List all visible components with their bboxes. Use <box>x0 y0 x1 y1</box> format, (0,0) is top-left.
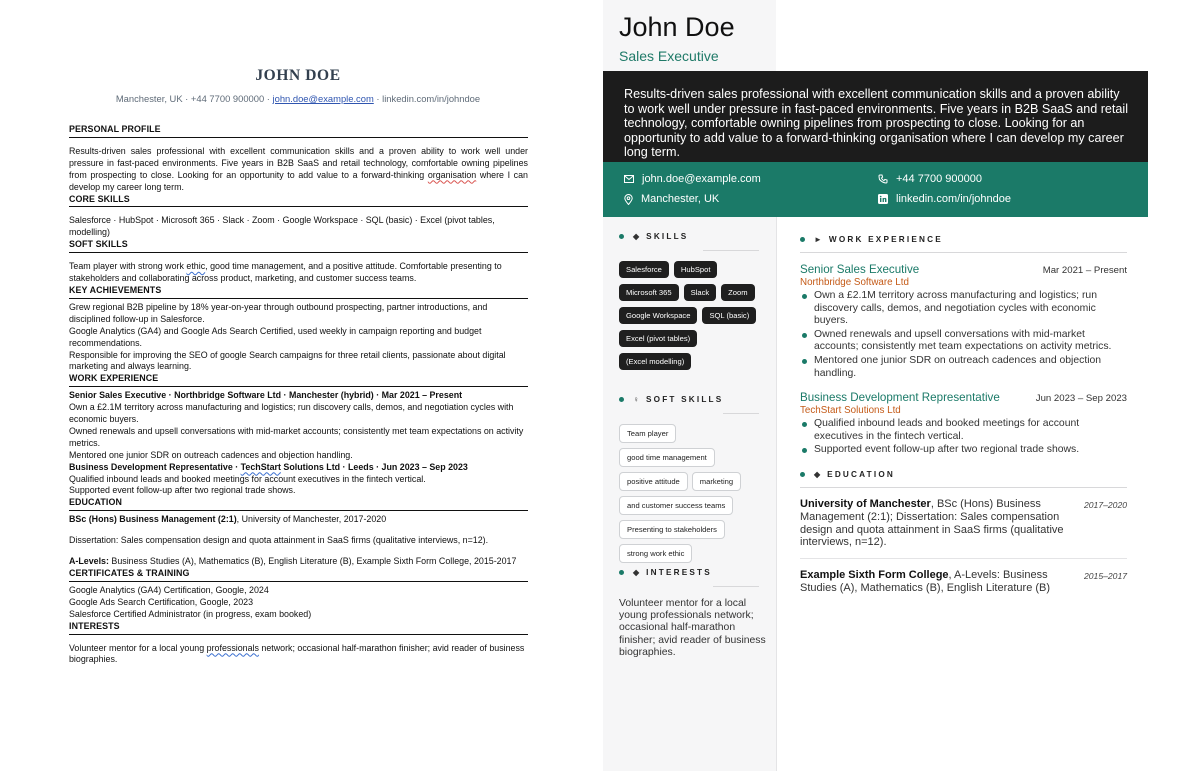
diamond-icon: ◆ <box>814 470 821 479</box>
summary-banner: Results-driven sales professional with excellent communication skills and a proven ability to work well under pressure in fast-paced environments. Five years in B2B SaaS and retail technology, comfortable owning pipelines from prospecting to close. Looking for an opportunity to add value to a forward-thinking organisation where I can develop my career long term. <box>603 71 1148 162</box>
soft-text-part: Team player with strong work <box>69 261 187 272</box>
certificate-line: Google Analytics (GA4) Certification, Google, 2024 <box>69 584 269 595</box>
bullet-dot <box>800 472 805 477</box>
core-skills-text: Salesforce · HubSpot · Microsoft 365 · Slack · Zoom · Google Workspace · SQL (basic) · Excel (pivot tables, modelling) <box>69 215 495 238</box>
contact-phone: +44 7700 900000 <box>190 93 265 104</box>
section-rule <box>723 413 759 414</box>
job-bullet: Mentored one junior SDR on outreach cadences and objection handling. <box>800 355 1127 380</box>
education-detail: , A-Levels: Business Studies (A), Mathematics (B), English Literature (B) <box>800 569 1051 594</box>
job-title: Senior Sales Executive <box>800 263 920 276</box>
linkedin-icon <box>878 194 888 204</box>
contact-location <box>624 193 719 205</box>
soft-skill-chip: Team player <box>619 424 676 443</box>
education-date: 2015–2017 <box>1083 571 1127 581</box>
job-heading <box>69 462 528 474</box>
job-line: Qualified inbound leads and booked meetings for account executives in the fintech vertical. <box>69 473 426 484</box>
interests-text: Volunteer mentor for a local young professionals network; occasional half-marathon finisher; avid reader of business biographies. <box>619 598 766 658</box>
spellcheck-word[interactable]: organisation <box>427 169 477 180</box>
job-bullets <box>800 290 1127 380</box>
diamond-icon: ◆ <box>633 232 640 241</box>
mail-icon <box>624 175 634 183</box>
job-header <box>800 263 1127 276</box>
soft-skill-chip: Presenting to stakeholders <box>619 520 725 539</box>
profile-text <box>69 146 528 194</box>
certificate-line: Google Ads Search Certification, Google, 2023 <box>69 596 254 607</box>
section-heading-education <box>800 470 895 479</box>
achievement-line: Responsible for improving the SEO of google Search campaigns for three retail clients, passionate about digital marketing and always learning. <box>69 349 506 372</box>
resume-name: JOHN DOE <box>255 67 341 84</box>
job-heading-part: Business Development Representative · <box>69 461 241 472</box>
spellcheck-word[interactable]: TechStart <box>240 461 281 472</box>
dissertation-line: Dissertation: Sales compensation design and quota attainment in SaaS firms (qualitative interviews, n=12). <box>69 535 489 546</box>
section-heading-skills <box>619 232 688 241</box>
contact-line <box>0 93 596 104</box>
degree: BSc (Hons) Business Management (2:1) <box>69 514 237 525</box>
skill-chip: (Excel modelling) <box>619 353 691 370</box>
location-pin-icon <box>624 194 633 205</box>
job-company: TechStart Solutions Ltd <box>800 405 901 416</box>
job-bullet: Owned renewals and upsell conversations with mid-market accounts; consistently met team expectations on activity metrics. <box>800 329 1127 354</box>
degree-detail: , University of Manchester, 2017-2020 <box>236 514 387 525</box>
job-line: Owned renewals and upsell conversations with mid-market accounts; consistently met team expectations on activity metrics. <box>69 425 524 448</box>
resume-role: Sales Executive <box>619 48 719 64</box>
section-heading-text: INTERESTS <box>646 568 712 577</box>
education-line <box>69 514 528 526</box>
section-rule <box>800 487 1127 488</box>
section-heading-work: WORK EXPERIENCE <box>69 373 528 387</box>
separator: · <box>264 93 273 104</box>
diamond-icon: ◆ <box>633 568 640 577</box>
profile-text-part: where I can develop my career long term. <box>69 169 528 192</box>
soft-text-part: , good time management, and a positive attitude. Comfortable presenting to stakeholders and collaborating across product, marketing, and customer success teams. <box>69 261 502 284</box>
contact-email-text: john.doe@example.com <box>642 173 761 185</box>
play-icon: ► <box>814 235 822 244</box>
contact-linkedin: linkedin.com/in/johndoe <box>382 93 481 104</box>
skill-chip: Zoom <box>721 284 754 301</box>
skill-chip: Google Workspace <box>619 307 697 324</box>
job-entry <box>800 263 1127 381</box>
separator: · <box>373 93 383 104</box>
soft-skill-chip: marketing <box>692 472 741 491</box>
contact-location: Manchester, UK <box>115 93 183 104</box>
section-heading-soft-skills: SOFT SKILLS <box>69 239 528 253</box>
job-company: Northbridge Software Ltd <box>800 277 909 288</box>
job-line: Mentored one junior SDR on outreach cadences and objection handling. <box>69 449 353 460</box>
job-header <box>800 391 1127 404</box>
job-title: Business Development Representative <box>800 391 1000 404</box>
interests-part: network; occasional half-marathon finisher; avid reader of business biographies. <box>69 642 525 665</box>
section-heading-profile: PERSONAL PROFILE <box>69 124 528 138</box>
soft-skills-chips <box>619 424 759 563</box>
skill-chip: Excel (pivot tables) <box>619 330 697 347</box>
section-heading-work <box>800 235 943 244</box>
education-text <box>800 498 1070 549</box>
education-detail: , BSc (Hons) Business Management (2:1); Dissertation: Sales compensation design and quota attainment in SaaS firms (qualitative interviews, n=12). <box>800 498 1064 549</box>
skills-chips <box>619 261 769 370</box>
spellcheck-word[interactable]: professionals <box>206 642 259 653</box>
job-bullet: Supported event follow-up after two regional trade shows. <box>800 444 1127 457</box>
section-rule <box>800 252 1127 253</box>
job-line: Supported event follow-up after two regional trade shows. <box>69 485 296 496</box>
contact-email-link[interactable]: john.doe@example.com <box>272 93 374 104</box>
designed-resume <box>603 0 1148 771</box>
lightbulb-icon: ♀ <box>633 395 639 404</box>
education-entry <box>800 498 1127 549</box>
skill-chip: HubSpot <box>674 261 718 278</box>
job-bullet: Qualified inbound leads and booked meetings for account executives in the fintech vertical. <box>800 418 1127 443</box>
job-bullets <box>800 418 1127 457</box>
section-heading-text: SOFT SKILLS <box>646 395 724 404</box>
contact-bar <box>603 162 1148 217</box>
skill-chip: Microsoft 365 <box>619 284 679 301</box>
section-heading-text: WORK EXPERIENCE <box>828 235 943 244</box>
education-text <box>800 569 1070 595</box>
separator: · <box>182 93 191 104</box>
contact-phone[interactable] <box>878 173 982 185</box>
job-heading: Senior Sales Executive · Northbridge Software Ltd · Manchester (hybrid) · Mar 2021 – Present <box>69 390 463 401</box>
section-heading-interests <box>619 568 712 577</box>
contact-location-text: Manchester, UK <box>641 193 720 205</box>
job-bullet: Own a £2.1M territory across manufacturing and logistics; run discovery calls, demos, and negotiation cycles with economic buyers. <box>800 290 1127 328</box>
soft-skills-text <box>69 261 528 285</box>
soft-skill-chip: strong work ethic <box>619 544 692 563</box>
phone-icon <box>878 174 888 184</box>
education-line <box>69 556 528 568</box>
column-divider <box>776 217 777 771</box>
interests-part: Volunteer mentor for a local young <box>69 642 207 653</box>
soft-skill-chip: good time management <box>619 448 715 467</box>
skill-chip: SQL (basic) <box>702 307 756 324</box>
alevels-label: A-Levels: <box>69 556 109 567</box>
section-heading-soft-skills <box>619 395 723 404</box>
alevels-detail: Business Studies (A), Mathematics (B), English Literature (B), Example Sixth Form College, 2015-2017 <box>108 556 517 567</box>
section-rule <box>713 586 759 587</box>
school-name: University of Manchester <box>800 498 931 510</box>
section-heading-education: EDUCATION <box>69 497 528 511</box>
section-heading-text: SKILLS <box>646 232 689 241</box>
resume-name: John Doe <box>619 12 735 42</box>
grammar-flag-word[interactable]: ethic <box>186 261 206 272</box>
education-date: 2017–2020 <box>1083 500 1127 510</box>
soft-skill-chip: and customer success teams <box>619 496 733 515</box>
contact-email[interactable] <box>624 173 761 185</box>
job-date: Jun 2023 – Sep 2023 <box>1035 393 1127 404</box>
school-name: Example Sixth Form College <box>800 569 949 581</box>
contact-linkedin[interactable] <box>878 193 1011 205</box>
section-heading-certificates: CERTIFICATES & TRAINING <box>69 568 528 582</box>
bullet-dot <box>619 397 624 402</box>
job-date: Mar 2021 – Present <box>1042 265 1127 276</box>
skill-chip: Slack <box>684 284 717 301</box>
bullet-dot <box>619 570 624 575</box>
resume-body <box>69 124 528 666</box>
job-entry <box>800 391 1127 458</box>
skill-chip: Salesforce <box>619 261 669 278</box>
section-heading-achievements: KEY ACHIEVEMENTS <box>69 285 528 299</box>
education-separator <box>800 558 1127 559</box>
achievement-line: Grew regional B2B pipeline by 18% year-on-year through outbound prospecting, partner introductions, and disciplined follow-up in Salesforce. <box>69 301 488 324</box>
bullet-dot <box>619 234 624 239</box>
contact-linkedin-text: linkedin.com/in/johndoe <box>896 193 1011 205</box>
section-heading-interests: INTERESTS <box>69 621 528 635</box>
interests-text <box>69 643 528 667</box>
section-heading-text: EDUCATION <box>827 470 896 479</box>
certificate-line: Salesforce Certified Administrator (in progress, exam booked) <box>69 608 312 619</box>
contact-phone-text: +44 7700 900000 <box>896 173 982 185</box>
section-heading-core-skills: CORE SKILLS <box>69 194 528 208</box>
education-entry <box>800 569 1127 595</box>
soft-skill-chip: positive attitude <box>619 472 688 491</box>
job-heading-part: Solutions Ltd · Leeds · Jun 2023 – Sep 2023 <box>280 461 468 472</box>
bullet-dot <box>800 237 805 242</box>
profile-text-part: Results-driven sales professional with excellent communication skills and a proven ability to work well under pressure in fast-paced environments. Five years in B2B SaaS and retail technology, comfortable owning pipelines from prospecting to close. Looking for an opportunity to add value to a forward-thinking <box>69 145 528 180</box>
job-line: Own a £2.1M territory across manufacturing and logistics; run discovery calls, demos, and negotiation cycles with economic buyers. <box>69 402 514 425</box>
section-rule <box>703 250 759 251</box>
achievement-line: Google Analytics (GA4) and Google Ads Search Certified, used weekly in campaign reporting and budget recommendations. <box>69 325 482 348</box>
